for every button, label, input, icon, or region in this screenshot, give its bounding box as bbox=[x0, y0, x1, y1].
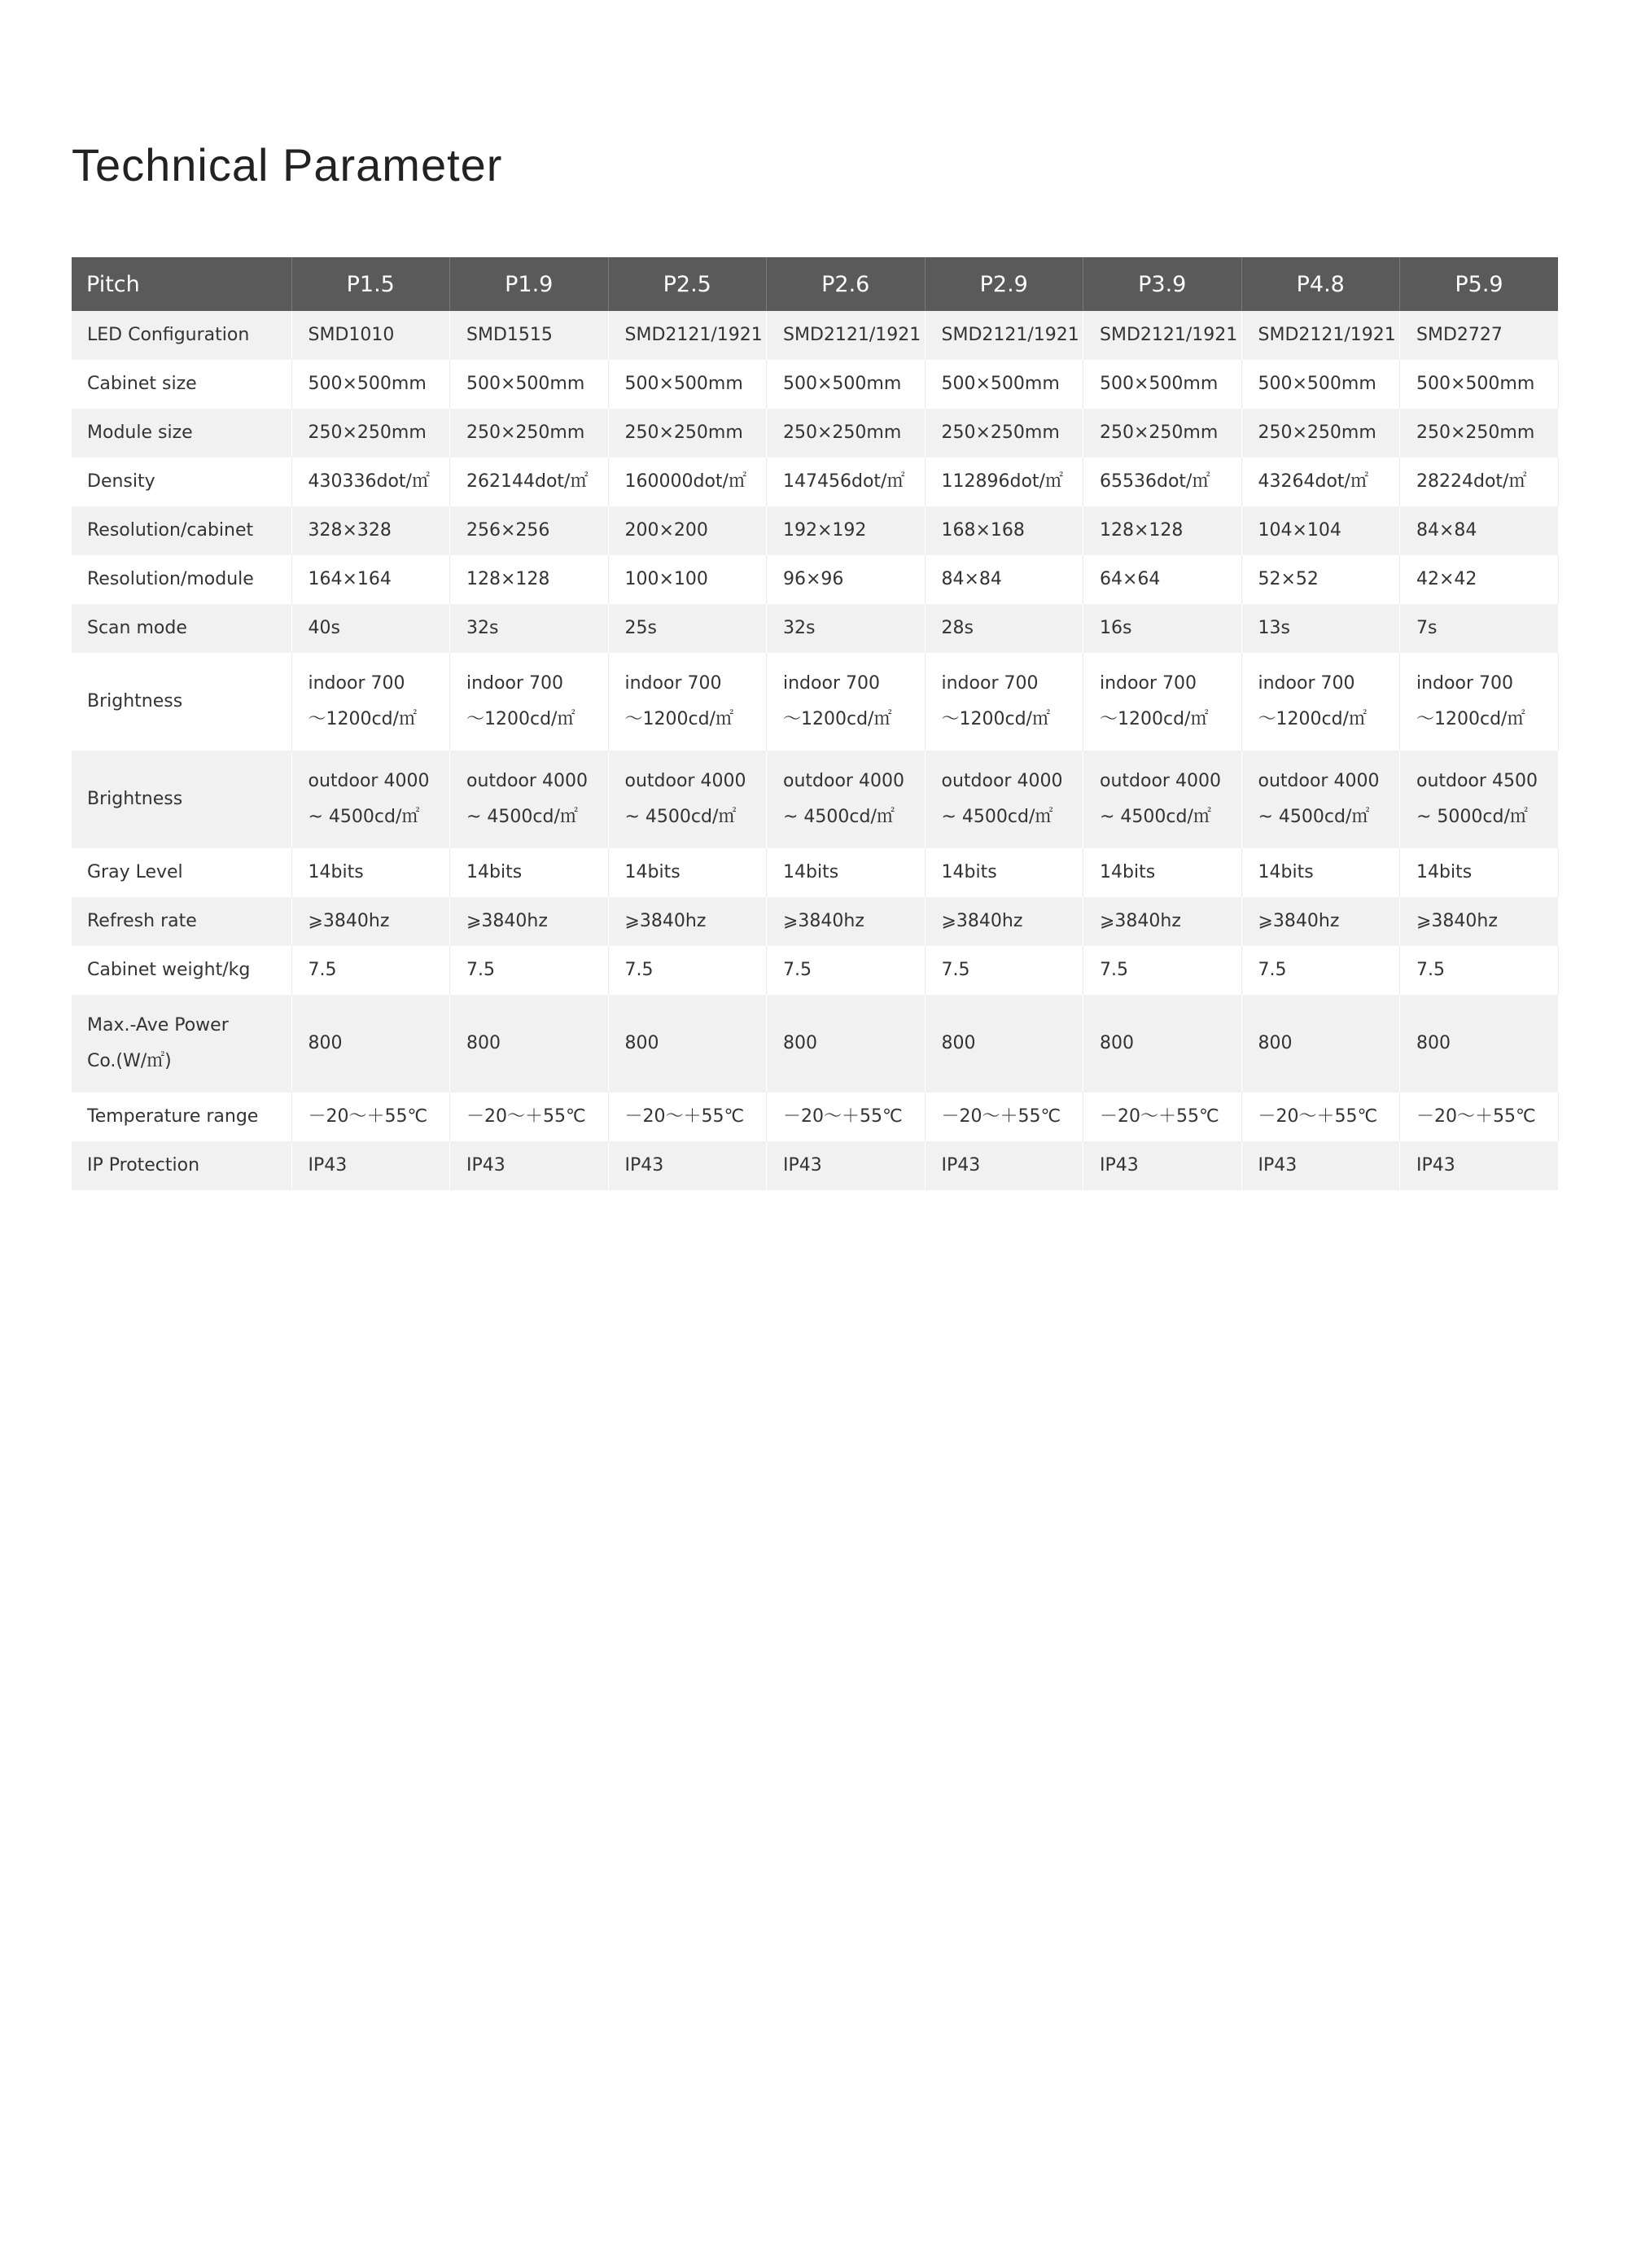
table-cell: 7.5 bbox=[1083, 946, 1242, 995]
row-label: Brightness bbox=[72, 653, 291, 751]
table-cell: 250×250mm bbox=[1083, 409, 1242, 458]
table-cell: 800 bbox=[608, 995, 767, 1092]
table-cell: ⩾3840hz bbox=[291, 897, 450, 946]
table-cell: ⩾3840hz bbox=[608, 897, 767, 946]
table-row bbox=[72, 1141, 1558, 1190]
table-cell: IP43 bbox=[1400, 1141, 1559, 1190]
page-title: Technical Parameter bbox=[72, 139, 503, 190]
table-cell: 147456dot/㎡ bbox=[767, 458, 926, 506]
table-cell: SMD2121/1921 bbox=[608, 311, 767, 360]
table-cell: －20～＋55℃ bbox=[450, 1092, 609, 1141]
table-row bbox=[72, 506, 1558, 555]
table-cell: 500×500mm bbox=[767, 360, 926, 409]
table-cell: indoor 700 ～1200cd/㎡ bbox=[767, 653, 926, 751]
table-cell: 160000dot/㎡ bbox=[608, 458, 767, 506]
table-cell: 500×500mm bbox=[1400, 360, 1559, 409]
table-cell: 200×200 bbox=[608, 506, 767, 555]
table-cell: 800 bbox=[1241, 995, 1400, 1092]
table-cell: SMD2121/1921 bbox=[1083, 311, 1242, 360]
table-cell: 250×250mm bbox=[767, 409, 926, 458]
table-cell: 13s bbox=[1241, 604, 1400, 653]
table-cell: indoor 700 ～1200cd/㎡ bbox=[608, 653, 767, 751]
table-row bbox=[72, 360, 1558, 409]
table-cell: 250×250mm bbox=[450, 409, 609, 458]
table-cell: 500×500mm bbox=[291, 360, 450, 409]
table-cell: 65536dot/㎡ bbox=[1083, 458, 1242, 506]
table-cell: 800 bbox=[1083, 995, 1242, 1092]
table-cell: SMD1010 bbox=[291, 311, 450, 360]
table-cell: ⩾3840hz bbox=[925, 897, 1083, 946]
row-label: Max.-Ave Power Co.(W/㎡) bbox=[72, 995, 291, 1092]
table-cell: 32s bbox=[767, 604, 926, 653]
table-cell: outdoor 4000 ~ 4500cd/㎡ bbox=[291, 751, 450, 848]
table-cell: 14bits bbox=[1400, 848, 1559, 897]
table-cell: indoor 700 ～1200cd/㎡ bbox=[1400, 653, 1559, 751]
table-cell: －20～＋55℃ bbox=[1400, 1092, 1559, 1141]
table-cell: 14bits bbox=[925, 848, 1083, 897]
table-cell: 28224dot/㎡ bbox=[1400, 458, 1559, 506]
table-cell: IP43 bbox=[1241, 1141, 1400, 1190]
technical-parameter-table bbox=[72, 257, 1559, 1190]
table-cell: 256×256 bbox=[450, 506, 609, 555]
table-cell: －20～＋55℃ bbox=[767, 1092, 926, 1141]
row-label: Module size bbox=[72, 409, 291, 458]
table-cell: 800 bbox=[1400, 995, 1559, 1092]
table-cell: 28s bbox=[925, 604, 1083, 653]
row-label: Gray Level bbox=[72, 848, 291, 897]
table-cell: IP43 bbox=[608, 1141, 767, 1190]
table-cell: 100×100 bbox=[608, 555, 767, 604]
table-header-row bbox=[72, 257, 1558, 311]
table-cell: 250×250mm bbox=[1241, 409, 1400, 458]
table-cell: 250×250mm bbox=[291, 409, 450, 458]
table-cell: 328×328 bbox=[291, 506, 450, 555]
table-cell: SMD2121/1921 bbox=[1241, 311, 1400, 360]
table-row bbox=[72, 995, 1558, 1092]
table-cell: 64×64 bbox=[1083, 555, 1242, 604]
table-cell: IP43 bbox=[925, 1141, 1083, 1190]
table-cell: outdoor 4000 ~ 4500cd/㎡ bbox=[608, 751, 767, 848]
table-cell: 7s bbox=[1400, 604, 1559, 653]
table-cell: ⩾3840hz bbox=[450, 897, 609, 946]
table-cell: 14bits bbox=[767, 848, 926, 897]
table-row bbox=[72, 897, 1558, 946]
table-cell: 14bits bbox=[608, 848, 767, 897]
header-pitch-label: Pitch bbox=[72, 257, 291, 311]
table-cell: IP43 bbox=[291, 1141, 450, 1190]
row-label: Temperature range bbox=[72, 1092, 291, 1141]
table-cell: IP43 bbox=[450, 1141, 609, 1190]
table-cell: 168×168 bbox=[925, 506, 1083, 555]
table-cell: 14bits bbox=[1083, 848, 1242, 897]
row-label: Brightness bbox=[72, 751, 291, 848]
table-cell: outdoor 4000 ~ 4500cd/㎡ bbox=[925, 751, 1083, 848]
table-cell: 800 bbox=[291, 995, 450, 1092]
header-pitch-column: P3.9 bbox=[1083, 257, 1242, 311]
table-cell: 7.5 bbox=[1400, 946, 1559, 995]
table-cell: －20～＋55℃ bbox=[608, 1092, 767, 1141]
table-row bbox=[72, 1092, 1558, 1141]
table-cell: 500×500mm bbox=[1083, 360, 1242, 409]
header-pitch-column: P1.5 bbox=[291, 257, 450, 311]
table-cell: 500×500mm bbox=[450, 360, 609, 409]
table-cell: 164×164 bbox=[291, 555, 450, 604]
table-cell: 42×42 bbox=[1400, 555, 1559, 604]
table-cell: SMD2727 bbox=[1400, 311, 1559, 360]
table-row bbox=[72, 458, 1558, 506]
table-cell: 7.5 bbox=[1241, 946, 1400, 995]
table-cell: 7.5 bbox=[925, 946, 1083, 995]
table-cell: 84×84 bbox=[1400, 506, 1559, 555]
table-cell: outdoor 4000 ~ 4500cd/㎡ bbox=[450, 751, 609, 848]
table-cell: indoor 700 ～1200cd/㎡ bbox=[1083, 653, 1242, 751]
table-cell: 43264dot/㎡ bbox=[1241, 458, 1400, 506]
row-label: Resolution/cabinet bbox=[72, 506, 291, 555]
table-cell: 40s bbox=[291, 604, 450, 653]
table-cell: 32s bbox=[450, 604, 609, 653]
table-row bbox=[72, 848, 1558, 897]
table-row bbox=[72, 604, 1558, 653]
table-cell: ⩾3840hz bbox=[1241, 897, 1400, 946]
header-pitch-column: P2.6 bbox=[767, 257, 926, 311]
table-row bbox=[72, 653, 1558, 751]
table-cell: 96×96 bbox=[767, 555, 926, 604]
table-cell: 192×192 bbox=[767, 506, 926, 555]
row-label: IP Protection bbox=[72, 1141, 291, 1190]
table-cell: 800 bbox=[450, 995, 609, 1092]
table-cell: outdoor 4000 ~ 4500cd/㎡ bbox=[767, 751, 926, 848]
table-cell: indoor 700 ～1200cd/㎡ bbox=[1241, 653, 1400, 751]
table-cell: indoor 700 ～1200cd/㎡ bbox=[450, 653, 609, 751]
table-cell: 7.5 bbox=[608, 946, 767, 995]
table-cell: 84×84 bbox=[925, 555, 1083, 604]
table-cell: ⩾3840hz bbox=[767, 897, 926, 946]
table-cell: 16s bbox=[1083, 604, 1242, 653]
table-cell: 500×500mm bbox=[608, 360, 767, 409]
table-cell: IP43 bbox=[767, 1141, 926, 1190]
table-cell: 128×128 bbox=[1083, 506, 1242, 555]
table-cell: indoor 700 ～1200cd/㎡ bbox=[291, 653, 450, 751]
table-cell: SMD2121/1921 bbox=[925, 311, 1083, 360]
header-pitch-column: P2.9 bbox=[925, 257, 1083, 311]
table-cell: outdoor 4000 ~ 4500cd/㎡ bbox=[1083, 751, 1242, 848]
table-cell: －20～＋55℃ bbox=[1241, 1092, 1400, 1141]
table-row bbox=[72, 751, 1558, 848]
table-cell: －20～＋55℃ bbox=[1083, 1092, 1242, 1141]
header-pitch-column: P1.9 bbox=[450, 257, 609, 311]
table-cell: 14bits bbox=[450, 848, 609, 897]
row-label: Cabinet weight/kg bbox=[72, 946, 291, 995]
row-label: Resolution/module bbox=[72, 555, 291, 604]
table-row bbox=[72, 946, 1558, 995]
table-cell: 500×500mm bbox=[1241, 360, 1400, 409]
table-cell: outdoor 4500 ~ 5000cd/㎡ bbox=[1400, 751, 1559, 848]
table-cell: 430336dot/㎡ bbox=[291, 458, 450, 506]
table-cell: 25s bbox=[608, 604, 767, 653]
table-cell: IP43 bbox=[1083, 1141, 1242, 1190]
table-cell: 52×52 bbox=[1241, 555, 1400, 604]
table-cell: 112896dot/㎡ bbox=[925, 458, 1083, 506]
table-cell: －20～＋55℃ bbox=[291, 1092, 450, 1141]
table-cell: indoor 700 ～1200cd/㎡ bbox=[925, 653, 1083, 751]
row-label: LED Configuration bbox=[72, 311, 291, 360]
table-cell: 14bits bbox=[1241, 848, 1400, 897]
row-label: Density bbox=[72, 458, 291, 506]
header-pitch-column: P5.9 bbox=[1400, 257, 1559, 311]
table-cell: SMD2121/1921 bbox=[767, 311, 926, 360]
row-label: Cabinet size bbox=[72, 360, 291, 409]
table-row bbox=[72, 311, 1558, 360]
row-label: Scan mode bbox=[72, 604, 291, 653]
table-cell: SMD1515 bbox=[450, 311, 609, 360]
table-cell: outdoor 4000 ~ 4500cd/㎡ bbox=[1241, 751, 1400, 848]
table-cell: 500×500mm bbox=[925, 360, 1083, 409]
table-cell: 800 bbox=[925, 995, 1083, 1092]
table-row bbox=[72, 409, 1558, 458]
row-label: Refresh rate bbox=[72, 897, 291, 946]
table-cell: 800 bbox=[767, 995, 926, 1092]
header-pitch-column: P2.5 bbox=[608, 257, 767, 311]
header-pitch-column: P4.8 bbox=[1241, 257, 1400, 311]
table-cell: 250×250mm bbox=[925, 409, 1083, 458]
table-cell: 250×250mm bbox=[608, 409, 767, 458]
table-cell: 104×104 bbox=[1241, 506, 1400, 555]
table-cell: ⩾3840hz bbox=[1083, 897, 1242, 946]
table-row bbox=[72, 555, 1558, 604]
table-cell: －20～＋55℃ bbox=[925, 1092, 1083, 1141]
table-cell: 250×250mm bbox=[1400, 409, 1559, 458]
table-cell: 262144dot/㎡ bbox=[450, 458, 609, 506]
table-cell: 7.5 bbox=[767, 946, 926, 995]
table-cell: 128×128 bbox=[450, 555, 609, 604]
table-cell: 14bits bbox=[291, 848, 450, 897]
table-cell: ⩾3840hz bbox=[1400, 897, 1559, 946]
table-cell: 7.5 bbox=[450, 946, 609, 995]
table-cell: 7.5 bbox=[291, 946, 450, 995]
